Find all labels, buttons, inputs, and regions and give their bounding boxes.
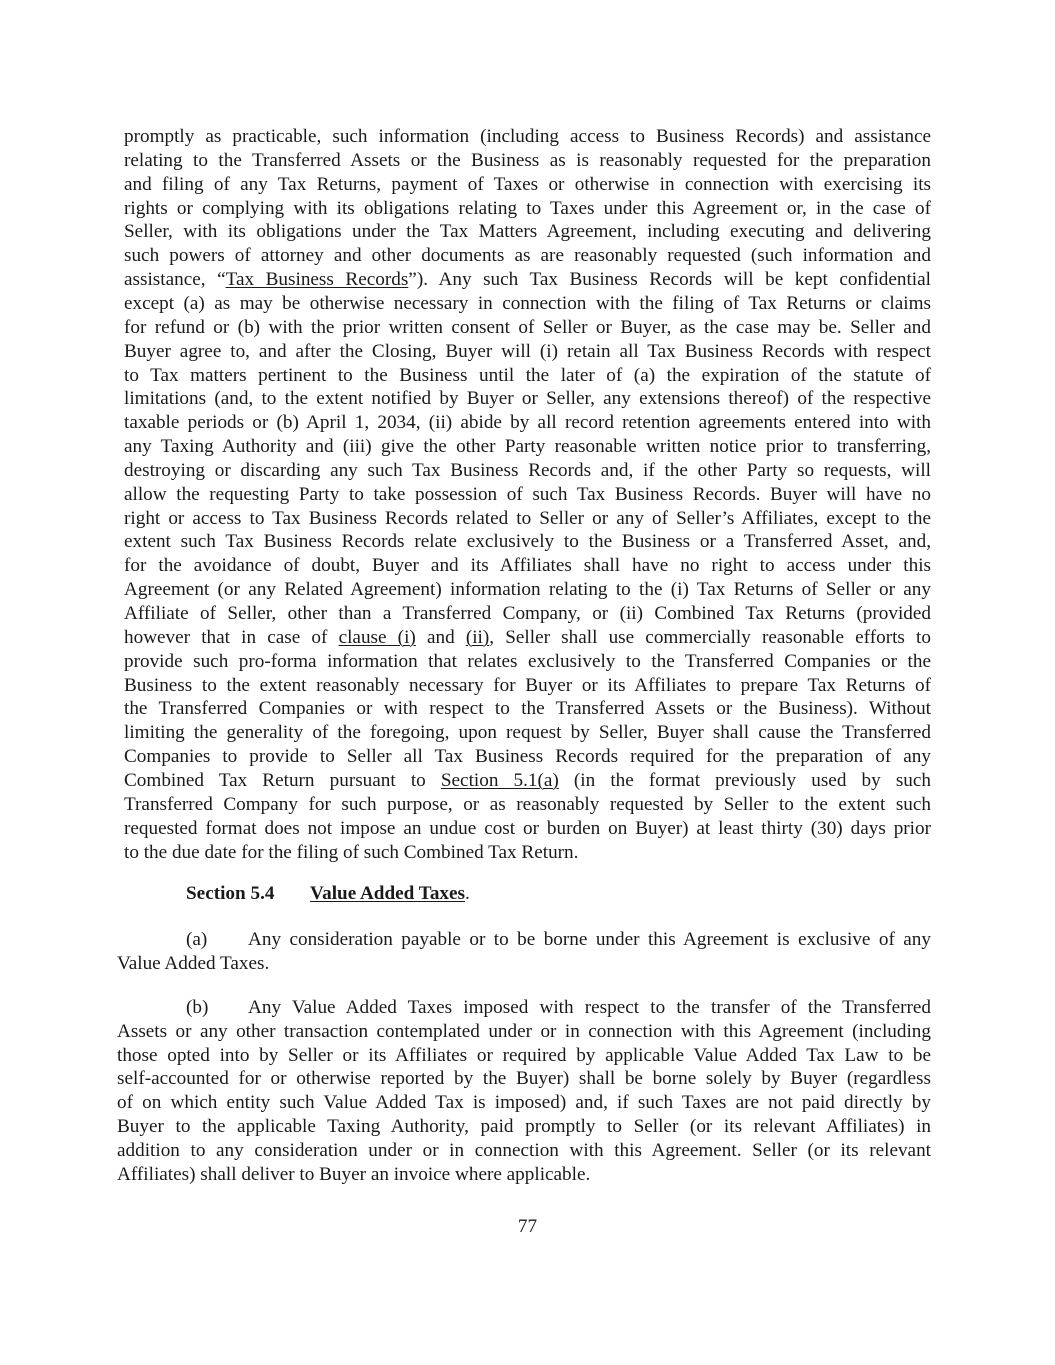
clause-b-line: of on which entity such Value Added Tax is imposed) and, if such Taxes are not paid directly by [117,1092,931,1114]
paragraph-line [124,411,931,435]
clause-a-label: (a) [186,929,208,950]
text-segment: limiting the generality of the foregoing, upon request by Seller, Buyer shall cause the Transferred [124,722,931,744]
paragraph-line [124,817,931,841]
paragraph-line [124,340,931,364]
section-title-period: . [465,883,470,904]
section-number: Section 5.4 [186,883,275,904]
text-segment: rights or complying with its obligations relating to Taxes under this Agreement or, in the case of [124,197,931,219]
text-segment: (in the format previously used by such [558,769,931,791]
paragraph-line [124,697,931,721]
text-segment: Agreement (or any Related Agreement) information relating to the (i) Tax Returns of Seller or any [124,579,931,601]
clause-a-text: Any consideration payable or to be borne under this Agreement is exclusive of any [248,929,931,950]
clause-b-line: self-accounted for or otherwise reported by the Buyer) shall be borne solely by Buyer (regardless [117,1068,931,1090]
paragraph-line [124,387,931,411]
text-segment: Combined Tax Return pursuant to [124,769,441,791]
paragraph-line [124,650,931,674]
paragraph-line [124,220,931,244]
paragraph-line [124,745,931,769]
paragraph-line [124,125,931,149]
paragraph-line [124,530,931,554]
paragraph-line [124,364,931,388]
paragraph-line [124,793,931,817]
paragraph-line [124,769,931,793]
text-segment: extent such Tax Business Records relate exclusively to the Business or a Transferred Asset, and, [124,531,931,553]
text-segment: ”). Any such Tax Business Records will be kept confidential [408,269,931,291]
text-segment: to Tax matters pertinent to the Business until the later of (a) the expiration of the statute of [124,364,931,386]
text-segment: Buyer agree to, and after the Closing, Buyer will (i) retain all Tax Business Records with respect [124,340,931,362]
paragraph-line [124,554,931,578]
paragraph-line [124,721,931,745]
paragraph-line [124,268,931,292]
clause-b-line-1 [186,996,931,1020]
text-segment: promptly as practicable, such information (including access to Business Records) and assistance [124,126,931,147]
text-segment: for refund or (b) with the prior written consent of Seller or Buyer, as the case may be. Seller and [124,316,931,338]
paragraph-line [124,483,931,507]
text-segment: Companies to provide to Seller all Tax Business Records required for the preparation of any [124,746,931,768]
text-segment: limitations (and, to the extent notified by Buyer or Seller, any extensions thereof) of the respective [124,388,931,410]
paragraph-line [124,435,931,459]
text-segment: allow the requesting Party to take possession of such Tax Business Records. Buyer will have no [124,483,931,505]
paragraph-line [124,578,931,602]
text-segment: such powers of attorney and other documents as are reasonably requested (such information and [124,245,931,267]
paragraph-line [124,244,931,268]
text-segment: Transferred Company for such purpose, or as reasonably requested by Seller to the extent such [124,793,931,815]
paragraph-line [124,841,931,865]
text-segment: destroying or discarding any such Tax Business Records and, if the other Party so requests, will [124,459,931,481]
defined-term-reference: (ii) [465,626,490,648]
text-segment: except (a) as may be otherwise necessary in connection with the filing of Tax Returns or claims [124,292,931,314]
paragraph-line [124,459,931,483]
text-segment: however that in case of [124,626,339,648]
paragraph-line [124,197,931,221]
text-segment: the Transferred Companies or with respect to the Transferred Assets or the Business). Without [124,698,931,720]
clause-b-line: Affiliates) shall deliver to Buyer an invoice where applicable. [117,1163,591,1185]
text-segment: right or access to Tax Business Records related to Seller or any of Seller’s Affiliates, except to the [124,507,931,529]
text-segment: to the due date for the filing of such Combined Tax Return. [124,841,579,863]
text-segment: Seller, with its obligations under the Tax Matters Agreement, including executing and delivering [124,221,931,243]
paragraph-line [124,507,931,531]
clause-b-line: Buyer to the applicable Taxing Authority, paid promptly to Seller (or its relevant Affiliates) in [117,1116,931,1137]
text-segment: Affiliate of Seller, other than a Transferred Company, or (ii) Combined Tax Returns (provided [124,603,931,624]
text-segment: and filing of any Tax Returns, payment of Taxes or otherwise in connection with exercising its [124,173,931,195]
text-segment: , Seller shall use commercially reasonable efforts to [489,626,931,648]
paragraph-line [124,626,931,650]
text-segment: taxable periods or (b) April 1, 2034, (ii) abide by all record retention agreements entered into with [124,412,931,434]
clause-a-line-1 [186,928,931,952]
text-segment: any Taxing Authority and (iii) give the other Party reasonable written notice prior to transferring, [124,436,931,458]
paragraph-line [124,292,931,316]
section-title: Value Added Taxes [310,883,465,904]
paragraph-line [124,674,931,698]
text-segment: Business to the extent reasonably necessary for Buyer or its Affiliates to prepare Tax Returns of [124,674,931,696]
defined-term-reference: Section 5.1(a) [440,769,559,791]
text-segment: relating to the Transferred Assets or the Business as is reasonably requested for the preparation [124,149,931,171]
defined-term-reference: Tax Business Records [225,269,409,291]
page-number: 77 [517,1216,538,1237]
clause-b-line: those opted into by Seller or its Affiliates or required by applicable Value Added Tax Law to be [117,1044,931,1066]
clause-b-line: Assets or any other transaction contemplated under or in connection with this Agreement (including [117,1020,931,1042]
text-segment: requested format does not impose an undue cost or burden on Buyer) at least thirty (30) days prior [124,817,931,839]
text-segment: for the avoidance of doubt, Buyer and its Affiliates shall have no right to access under this [124,555,931,577]
paragraph-line [124,316,931,340]
paragraph-line [124,149,931,173]
text-segment: and [415,626,466,648]
clause-b-label: (b) [186,997,209,1018]
paragraph-line [124,173,931,197]
section-heading [186,882,470,906]
text-segment: provide such pro-forma information that relates exclusively to the Transferred Companies or the [124,650,931,672]
paragraph-line [124,602,931,626]
clause-b-text: Any Value Added Taxes imposed with respect to the transfer of the Transferred [248,997,931,1018]
clause-b-line: addition to any consideration under or in connection with this Agreement. Seller (or its relevant [117,1139,931,1161]
defined-term-reference: clause (i) [338,626,416,648]
text-segment: assistance, “ [124,269,226,291]
clause-a-line-2: Value Added Taxes. [117,953,270,974]
